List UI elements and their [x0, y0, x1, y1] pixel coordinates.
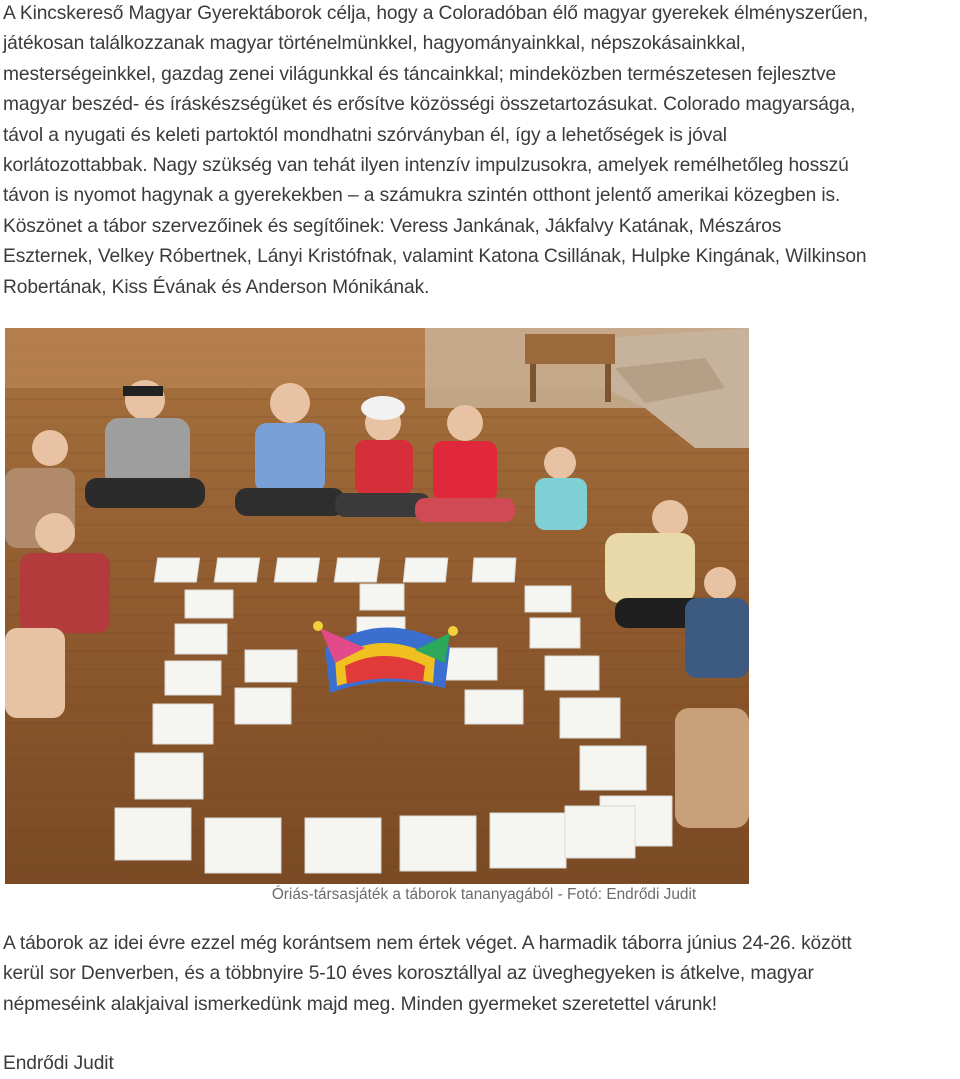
- intro-paragraph: [3, 0, 960, 303]
- intro-line: A Kincskereső Magyar Gyerektáborok célja, hogy a Coloradóban élő magyar gyerekek élményszerűen,: [3, 3, 869, 24]
- intro-line: magyar beszéd- és íráskészségüket és erősítve közösségi összetartozásukat. Colorado magyarsága,: [3, 94, 856, 116]
- closing-paragraph: [3, 929, 960, 1020]
- intro-line: Köszönet a tábor szervezőinek és segítőinek: Veress Jankának, Jákfalvy Katának, Mészáros: [3, 215, 782, 237]
- intro-line: korlátozottabbak. Nagy szükség van tehát ilyen intenzív impulzusokra, amelyek remélhetőleg hosszú: [3, 154, 849, 176]
- photo-caption: Óriás-társasjáték a táborok tananyagából - Fotó: Endrődi Judit: [271, 886, 697, 903]
- camp-board-game-photo: [5, 328, 749, 884]
- intro-line: Eszternek, Velkey Róbertnek, Lányi Kristófnak, valamint Katona Csillának, Hulpke Kingának, Wilkinson: [3, 246, 867, 268]
- closing-line: népmeséink alakjaival ismerkedünk majd meg. Minden gyermeket szeretettel várunk!: [3, 993, 717, 1015]
- intro-line: távon is nyomot hagynak a gyerekekben – a számukra szintén otthont jelentő amerikai közegben is.: [3, 185, 841, 207]
- intro-line: távol a nyugati és keleti partoktól mondhatni szórványban él, így a lehetőségek is jóval: [3, 124, 727, 146]
- intro-line: Robertának, Kiss Évának és Anderson Mónikának.: [3, 276, 430, 298]
- intro-line: mesterségeinkkel, gazdag zenei világunkkal és táncainkkal; mindeközben természetesen fejlesztve: [3, 63, 837, 85]
- author-name: Endrődi Judit: [3, 1053, 114, 1074]
- closing-line: kerül sor Denverben, és a többnyire 5-10 éves korosztállyal az üveghegyeken is átkelve, magyar: [3, 963, 814, 985]
- photo-illustration: [5, 328, 749, 884]
- intro-line: játékosan találkozzanak magyar történelmünkkel, hagyományainkkal, népszokásainkkal,: [3, 33, 746, 55]
- closing-line: A táborok az idei évre ezzel még korántsem nem értek véget. A harmadik táborra június 24-26. között: [3, 933, 852, 954]
